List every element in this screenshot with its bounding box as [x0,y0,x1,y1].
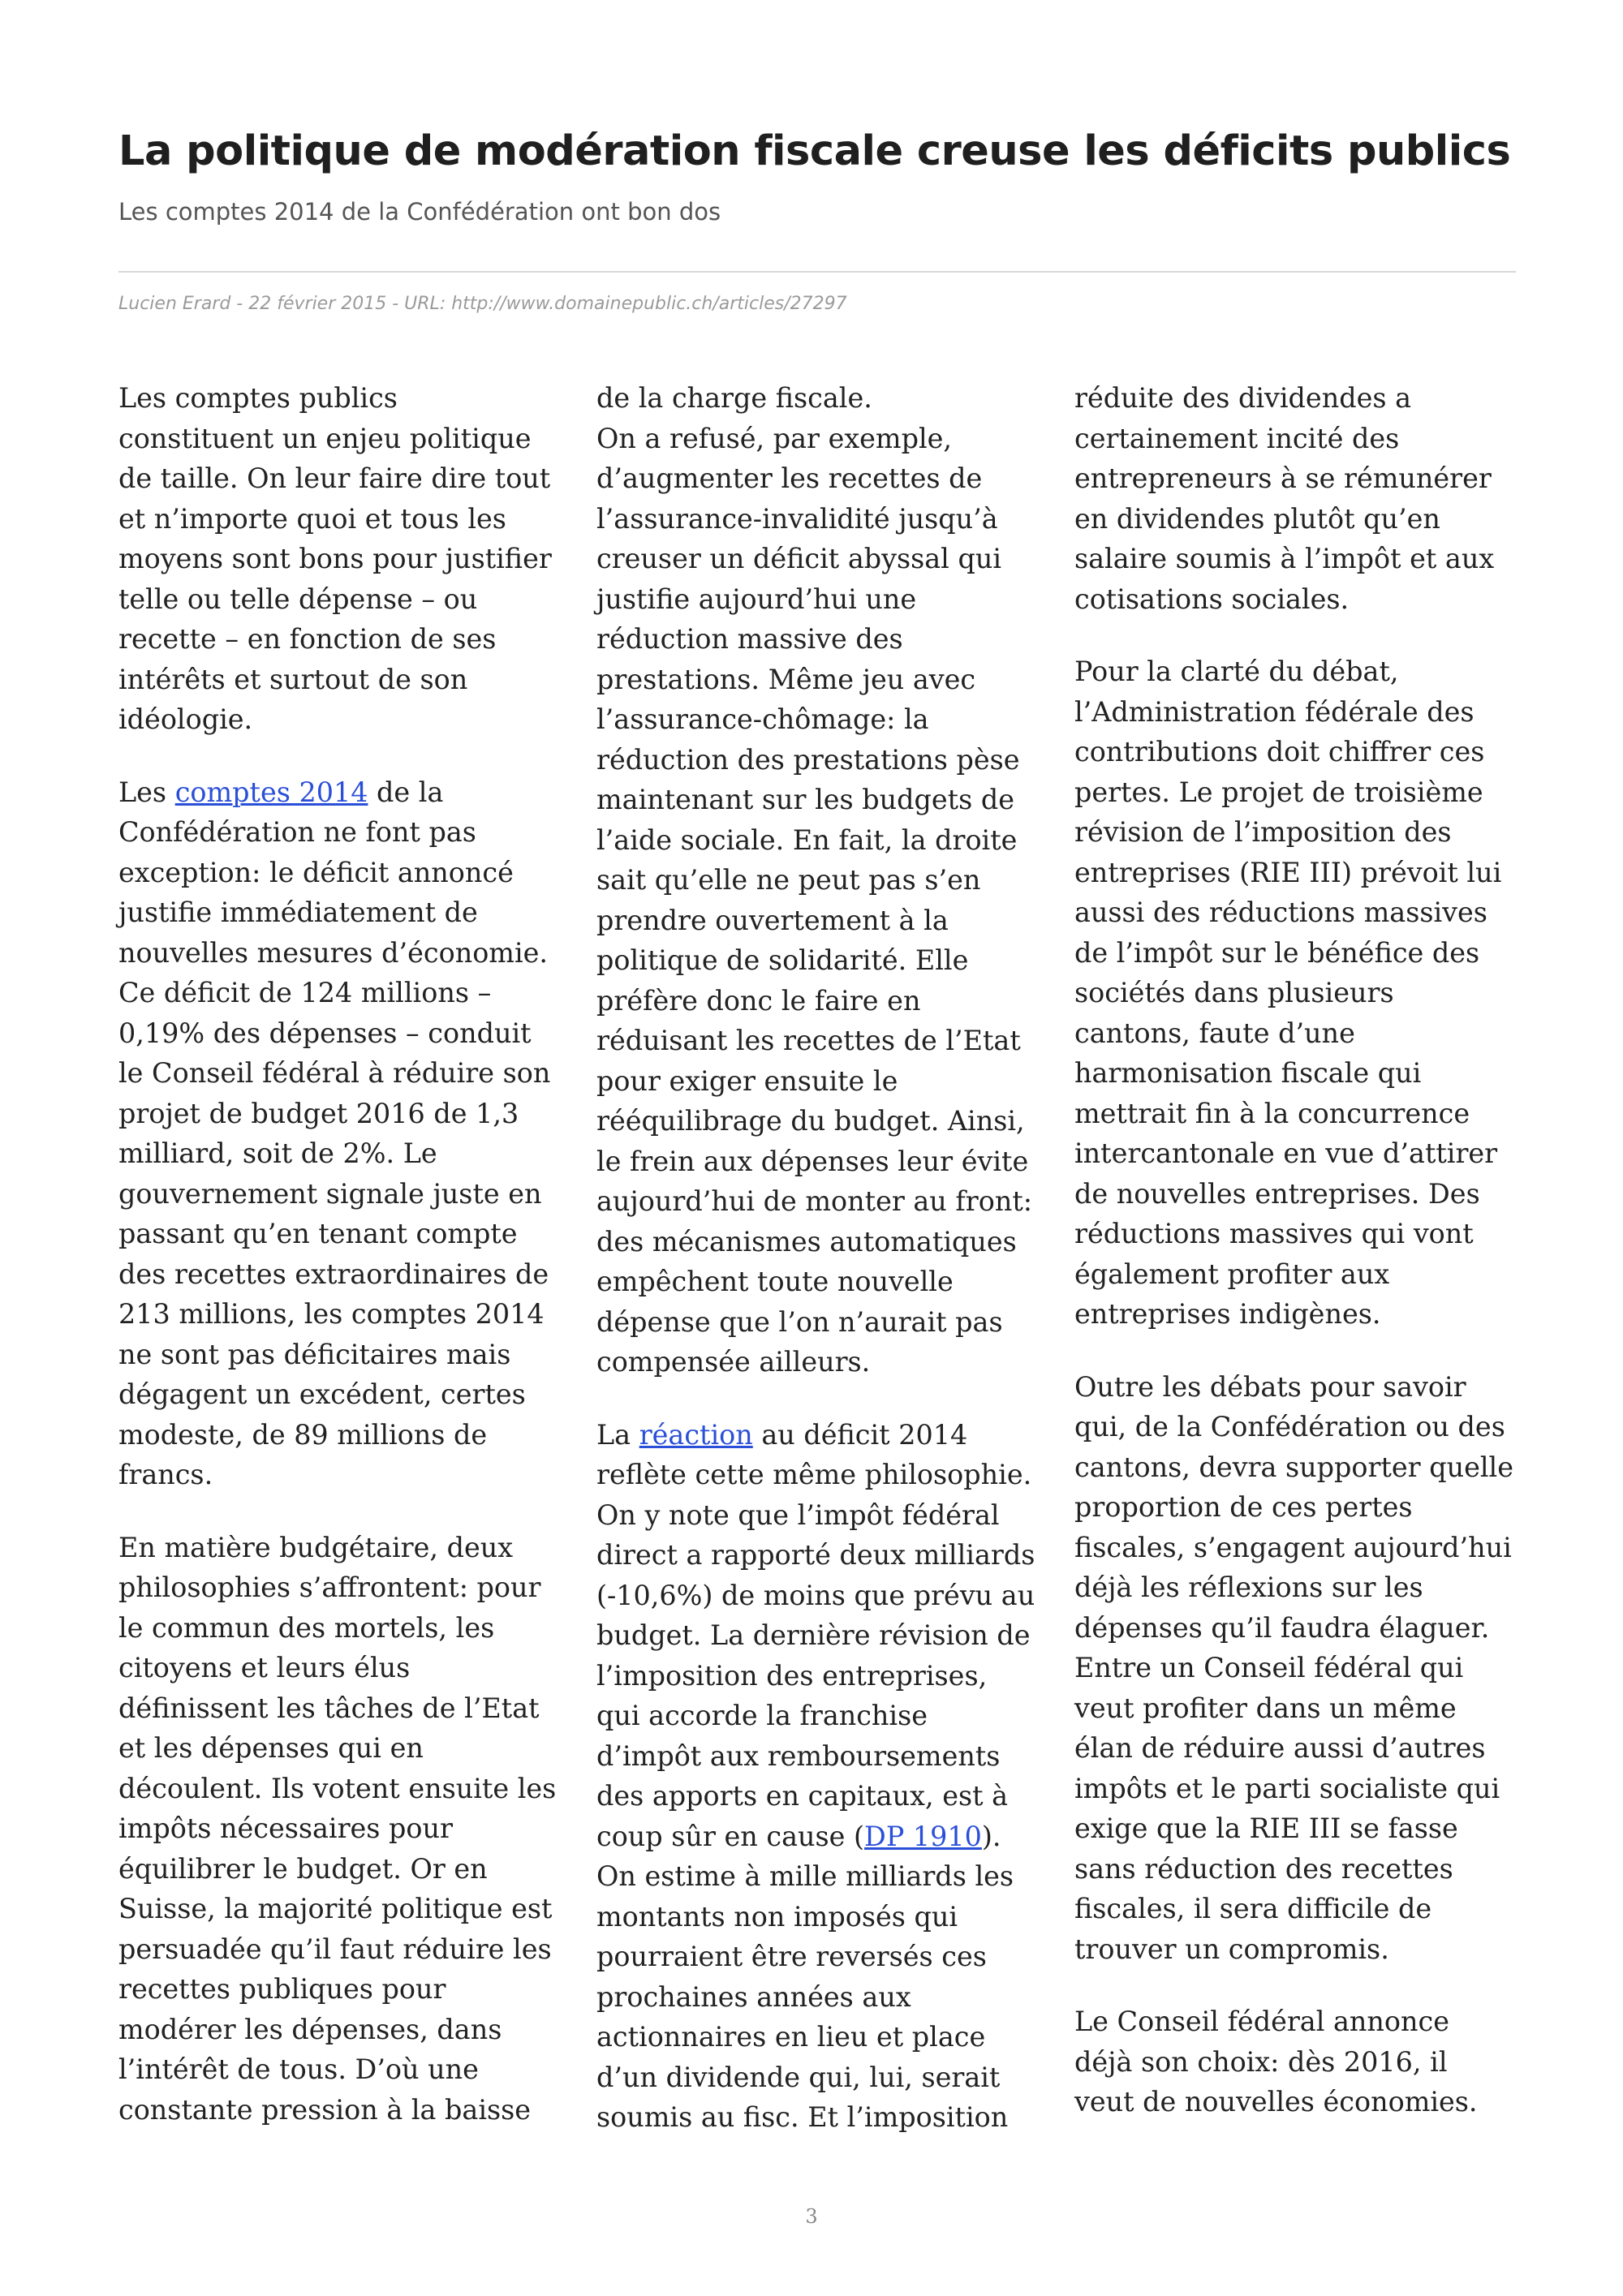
text-line: l’assurance-invalidité jusqu’à [596,502,998,535]
text-line: recettes publiques pour [118,1973,446,2005]
text-line: Entre un Conseil fédéral qui [1074,1652,1464,1683]
text-line [118,772,561,813]
text-fragment: ). [981,1820,1001,1852]
text-line: Les comptes publics [118,382,398,414]
text-line: persuadée qu’il faut réduire les [118,1933,552,1965]
link-reaction[interactable]: réaction [639,1418,753,1451]
text-line: 213 millions, les comptes 2014 [118,1298,545,1330]
text-line: cantons, devra supporter quelle [1074,1451,1513,1483]
text-line: l’Administration fédérale des [1074,695,1474,728]
text-line: harmonisation fiscale qui [1074,1057,1422,1089]
paragraph [596,378,1039,1382]
text-line: élan de réduire aussi d’autres [1074,1732,1486,1764]
text-line: impôts nécessaires pour [118,1812,453,1844]
text-column-2 [596,378,1039,2170]
text-line: équilibrer le budget. Or en [118,1852,488,1885]
text-line: en dividendes plutôt qu’en [1074,502,1440,535]
text-line: (-10,6%) de moins que prévu au [596,1579,1035,1611]
text-line: cantons, faute d’une [1074,1017,1355,1049]
text-line: l’imposition des entreprises, [596,1659,988,1692]
text-line: Le Conseil fédéral annonce [1074,2006,1449,2037]
text-line: proportion de ces pertes [1074,1491,1413,1523]
text-line: mettrait fin à la concurrence [1074,1097,1470,1129]
text-line: veut profiter dans un même [1074,1692,1457,1724]
text-line: On y note que l’impôt fédéral [596,1498,1000,1531]
paragraph [1074,1367,1517,1970]
article-subtitle: Les comptes 2014 de la Confédération ont bon dos [118,198,721,226]
text-line: francs. [118,1459,213,1490]
text-line: montants non imposés qui [596,1900,958,1933]
text-line: qui accorde la franchise [596,1700,928,1731]
text-line: veut de nouvelles économies. [1074,2086,1478,2118]
text-line: des mécanismes automatiques [596,1225,1017,1258]
text-line: fiscales, s’engagent aujourd’hui [1074,1531,1512,1563]
text-line: sait qu’elle ne peut pas s’en [596,864,981,896]
text-line: sans réduction des recettes [1074,1852,1453,1885]
text-line: impôts et le parti socialiste qui [1074,1772,1500,1804]
text-line: 0,19% des dépenses – conduit [118,1017,532,1049]
text-line: des recettes extraordinaires de [118,1258,549,1290]
text-line: également profiter aux [1074,1258,1390,1290]
text-line: le commun des mortels, les [118,1611,495,1644]
paragraph [118,772,561,1495]
text-line: recette – en fonction de ses [118,623,497,655]
text-line: déjà les réflexions sur les [1074,1572,1423,1603]
text-line: certainement incité des [1074,422,1400,454]
text-line: entreprises (RIE III) prévoit lui [1074,856,1502,888]
text-column-3 [1074,378,1517,2155]
text-line: prendre ouvertement à la [596,904,949,936]
text-line: pour exiger ensuite le [596,1064,898,1097]
text-line: constante pression à la baisse [118,2093,532,2126]
text-line: idéologie. [118,703,253,735]
text-line: révision de l’imposition des [1074,816,1452,848]
text-line: réduite des dividendes a [1074,382,1411,414]
paragraph [596,1415,1039,2138]
text-line: découlent. Ils votent ensuite les [118,1772,557,1804]
text-line: En matière budgétaire, deux [118,1531,514,1563]
text-line: prochaines années aux [596,1980,911,2013]
text-line: On estime à mille milliards les [596,1860,1014,1892]
text-line: politique de solidarité. Elle [596,944,969,976]
text-line: pertes. Le projet de troisième [1074,776,1483,808]
line-group [596,1455,1039,1817]
text-line [596,1817,1039,1857]
text-line: qui, de la Confédération ou des [1074,1411,1505,1443]
text-line: et les dépenses qui en [118,1732,424,1764]
text-line: aujourd’hui de monter au front: [596,1185,1033,1217]
text-line: trouver un compromis. [1074,1933,1389,1965]
text-fragment: au déficit 2014 [752,1418,968,1451]
text-line: passant qu’en tenant compte [118,1218,518,1249]
text-line: salaire soumis à l’impôt et aux [1074,543,1495,574]
text-line: de nouvelles entreprises. Des [1074,1177,1480,1210]
text-line: Outre les débats pour savoir [1074,1370,1466,1403]
text-line [596,1415,1039,1455]
text-fragment: Les [118,776,175,808]
text-line: d’impôt aux remboursements [596,1739,1001,1772]
text-line: dégagent un excédent, certes [118,1378,526,1410]
text-line: budget. La dernière révision de [596,1619,1031,1651]
text-line: le frein aux dépenses leur évite [596,1145,1029,1177]
text-fragment: coup sûr en cause ( [596,1820,865,1852]
text-line: cotisations sociales. [1074,583,1350,615]
text-line: ne sont pas déficitaires mais [118,1338,511,1370]
text-line: citoyens et leurs élus [118,1652,411,1683]
text-line: des apports en capitaux, est à [596,1780,1009,1812]
text-line: fiscales, il sera difficile de [1074,1893,1432,1924]
page-number: 3 [805,2205,818,2228]
text-line: actionnaires en lieu et place [596,2021,986,2053]
text-line: de la charge fiscale. [596,382,872,414]
text-line: Ce déficit de 124 millions – [118,977,492,1008]
article-title: La politique de modération fiscale creuse les déficits publics [118,127,1511,175]
text-line: aussi des réductions massives [1074,896,1487,928]
text-line: justifie aujourd’hui une [596,583,917,615]
text-line: déjà son choix: dès 2016, il [1074,2045,1448,2078]
text-line: et n’importe quoi et tous les [118,502,506,535]
text-line: creuser un déficit abyssal qui [596,543,1002,574]
text-line: de l’impôt sur le bénéfice des [1074,936,1480,969]
text-fragment: La [596,1418,639,1451]
header-divider [118,271,1516,273]
text-line: réduction des prestations pèse [596,743,1020,776]
line-group [118,812,561,1495]
paragraph [1074,651,1517,1335]
text-line: On a refusé, par exemple, [596,422,953,454]
text-line: préfère donc le faire en [596,984,921,1017]
text-line: constituent un enjeu politique [118,422,532,454]
text-line: réduisant les recettes de l’Etat [596,1025,1021,1056]
paragraph [118,1528,561,2130]
text-line: intérêts et surtout de son [118,663,468,695]
paragraph [1074,2001,1517,2122]
text-line: compensée ailleurs. [596,1346,871,1378]
text-column-1 [118,378,561,2162]
text-line: entrepreneurs à se rémunérer [1074,462,1492,494]
paragraph [1074,378,1517,619]
text-line: justifie immédiatement de [118,896,478,928]
link-comptes-2014[interactable]: comptes 2014 [174,776,368,808]
text-line: empêchent toute nouvelle [596,1266,954,1297]
text-line: réduction massive des [596,623,903,655]
text-line: projet de budget 2016 de 1,3 [118,1097,519,1129]
text-line: telle ou telle dépense – ou [118,583,478,615]
text-line: l’aide sociale. En fait, la droite [596,823,1018,856]
text-fragment: de la [368,776,444,808]
text-line: de taille. On leur faire dire tout [118,462,551,494]
text-line: modeste, de 89 millions de [118,1418,488,1451]
text-line: direct a rapporté deux milliards [596,1539,1035,1571]
text-line: moyens sont bons pour justifier [118,543,552,574]
text-line: rééquilibrage du budget. Ainsi, [596,1105,1025,1137]
text-line: prestations. Même jeu avec [596,663,976,695]
text-line: Suisse, la majorité politique est [118,1893,553,1924]
text-line: l’intérêt de tous. D’où une [118,2053,479,2085]
text-line: d’augmenter les recettes de [596,462,983,494]
text-line: nouvelles mesures d’économie. [118,936,549,969]
line-group [596,1856,1039,2138]
text-line: intercantonale en vue d’attirer [1074,1137,1498,1169]
paragraph [118,378,561,740]
text-line: philosophies s’affrontent: pour [118,1572,541,1603]
text-line: reflète cette même philosophie. [596,1459,1032,1490]
text-line: l’assurance-chômage: la [596,703,929,735]
text-line: exception: le déficit annoncé [118,856,514,888]
text-line: le Conseil fédéral à réduire son [118,1057,551,1089]
text-line: exige que la RIE III se fasse [1074,1812,1458,1844]
text-line: Pour la clarté du débat, [1074,656,1399,687]
text-line: contributions doit chiffrer ces [1074,736,1485,767]
text-line: d’un dividende qui, lui, serait [596,2061,1001,2093]
text-line: modérer les dépenses, dans [118,2013,502,2045]
text-line: entreprises indigènes. [1074,1298,1381,1330]
article-meta: Lucien Erard - 22 février 2015 - URL: http://www.domainepublic.ch/articles/27297 [118,294,847,314]
text-line: soumis au fisc. Et l’imposition [596,2101,1009,2133]
text-line: pourraient être reversés ces [596,1941,987,1972]
text-line: définissent les tâches de l’Etat [118,1692,540,1724]
link-dp-1910[interactable]: DP 1910 [864,1820,982,1852]
text-line: maintenant sur les budgets de [596,784,1014,815]
text-line: réductions massives qui vont [1074,1218,1474,1249]
text-line: sociétés dans plusieurs [1074,977,1394,1008]
text-line: dépenses qu’il faudra élaguer. [1074,1611,1490,1644]
text-line: milliard, soit de 2%. Le [118,1137,437,1169]
text-line: gouvernement signale juste en [118,1177,542,1210]
text-line: dépense que l’on n’aurait pas [596,1305,1003,1338]
text-line: Confédération ne font pas [118,816,476,848]
